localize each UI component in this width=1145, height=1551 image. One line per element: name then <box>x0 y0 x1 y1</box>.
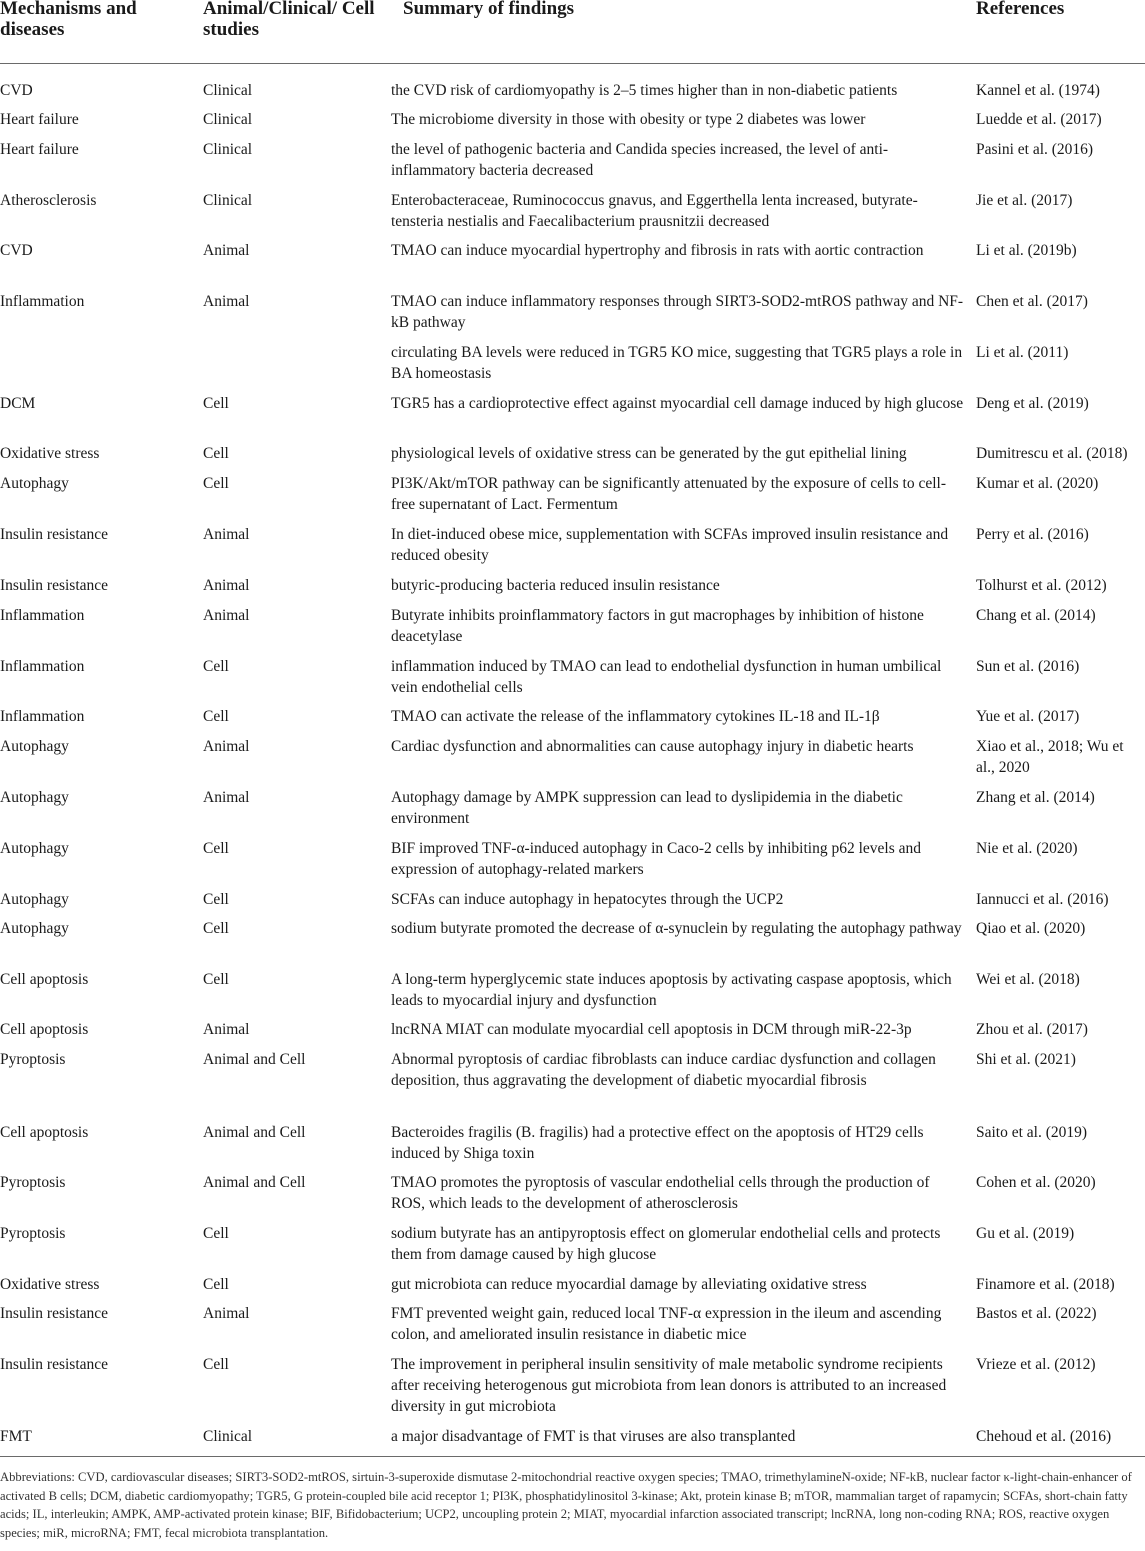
study-type-cell: Animal <box>203 577 250 594</box>
reference-cell: Chehoud et al. (2016) <box>976 1428 1112 1445</box>
study-type-cell: Clinical <box>203 82 253 99</box>
reference-cell: Chen et al. (2017) <box>976 293 1088 310</box>
mechanism-cell: Pyroptosis <box>0 1225 66 1242</box>
finding-cell: Enterobacteraceae, Ruminococcus gnavus, and Eggerthella lenta increased, butyrate-tensteria nestialis and Faecalibacterium prausnitzii decreased <box>391 192 918 230</box>
mechanism-cell: Heart failure <box>0 111 79 128</box>
mechanism-cell: Oxidative stress <box>0 445 100 462</box>
mechanism-cell: Cell apoptosis <box>0 1124 89 1141</box>
study-type-cell: Cell <box>203 658 229 675</box>
reference-cell: Zhang et al. (2014) <box>976 789 1095 806</box>
finding-cell: In diet-induced obese mice, supplementation with SCFAs improved insulin resistance and reduced obesity <box>391 526 949 564</box>
finding-cell: sodium butyrate has an antipyroptosis effect on glomerular endothelial cells and protects them from damage caused by high glucose <box>391 1225 941 1263</box>
reference-cell: Sun et al. (2016) <box>976 658 1080 675</box>
mechanism-cell: CVD <box>0 82 33 99</box>
finding-cell: circulating BA levels were reduced in TGR5 KO mice, suggesting that TGR5 plays a role in BA homeostasis <box>391 344 963 382</box>
reference-cell: Deng et al. (2019) <box>976 395 1089 412</box>
abbreviations-footnote: Abbreviations: CVD, cardiovascular diseases; SIRT3-SOD2-mtROS, sirtuin-3-superoxide dismutase 2-mitochondrial reactive oxygen species; TMAO, trimethylamineN-oxide; NF-kB, nuclear factor κ-light-chain-enhancer of activated B cells; DCM, diabetic cardiomyopathy; TGR5, G protein-coupled bile acid receptor 1; PI3K, phosphatidylinositol 3-kinase; Akt, protein kinase B; mTOR, mammalian target of rapamycin; SCFAs, short-chain fatty acids; IL, interleukin; AMPK, AMP-activated protein kinase; BIF, Bifidobacterium; UCP2, uncoupling protein 2; MIAT, myocardial infarction associated transcript; lncRNA, long non-coding RNA; ROS, reactive oxygen species; miR, microRNA; FMT, fecal microbiota transplantation. <box>0 1470 1132 1540</box>
reference-cell: Cohen et al. (2020) <box>976 1174 1096 1191</box>
study-type-cell: Animal <box>203 1305 250 1322</box>
mechanism-cell: Autophagy <box>0 920 69 937</box>
header-findings: Summary of findings <box>403 0 575 19</box>
mechanism-cell: Inflammation <box>0 658 85 675</box>
mechanism-cell: Autophagy <box>0 475 69 492</box>
finding-cell: The microbiome diversity in those with obesity or type 2 diabetes was lower <box>391 111 866 128</box>
finding-cell: gut microbiota can reduce myocardial damage by alleviating oxidative stress <box>391 1276 867 1293</box>
study-type-cell: Animal <box>203 1021 250 1038</box>
reference-cell: Kumar et al. (2020) <box>976 475 1099 492</box>
reference-cell: Xiao et al., 2018; Wu et al., 2020 <box>976 738 1124 776</box>
mechanism-cell: Insulin resistance <box>0 526 109 543</box>
mechanism-cell: Heart failure <box>0 141 79 158</box>
study-type-cell: Cell <box>203 708 229 725</box>
mechanism-cell: Autophagy <box>0 840 69 857</box>
reference-cell: Chang et al. (2014) <box>976 607 1096 624</box>
reference-cell: Vrieze et al. (2012) <box>976 1356 1096 1373</box>
finding-cell: sodium butyrate promoted the decrease of α-synuclein by regulating the autophagy pathway <box>391 920 962 937</box>
study-type-cell: Cell <box>203 445 229 462</box>
mechanism-cell: Pyroptosis <box>0 1174 66 1191</box>
mechanism-cell: Insulin resistance <box>0 577 109 594</box>
study-type-cell: Animal <box>203 242 250 259</box>
study-type-cell: Cell <box>203 840 229 857</box>
reference-cell: Qiao et al. (2020) <box>976 920 1086 937</box>
bottom-rule <box>0 1456 1145 1457</box>
finding-cell: Abnormal pyroptosis of cardiac fibroblasts can induce cardiac dysfunction and collagen deposition, thus aggravating the development of diabetic myocardial fibrosis <box>391 1051 936 1089</box>
study-type-cell: Cell <box>203 971 229 988</box>
study-type-cell: Cell <box>203 1276 229 1293</box>
header-rule <box>0 63 1145 64</box>
finding-cell: TMAO promotes the pyroptosis of vascular endothelial cells through the production of ROS, which leads to the development of atherosclerosis <box>391 1174 930 1212</box>
finding-cell: Cardiac dysfunction and abnormalities can cause autophagy injury in diabetic hearts <box>391 738 914 755</box>
study-type-cell: Clinical <box>203 192 253 209</box>
finding-cell: the level of pathogenic bacteria and Candida species increased, the level of anti-inflammatory bacteria decreased <box>391 141 889 179</box>
finding-cell: the CVD risk of cardiomyopathy is 2–5 times higher than in non-diabetic patients <box>391 82 898 99</box>
mechanism-cell: Inflammation <box>0 293 85 310</box>
finding-cell: TMAO can induce myocardial hypertrophy and fibrosis in rats with aortic contraction <box>391 242 924 259</box>
study-type-cell: Animal <box>203 607 250 624</box>
mechanism-cell: Insulin resistance <box>0 1356 109 1373</box>
mechanism-cell: Insulin resistance <box>0 1305 109 1322</box>
mechanism-cell: Autophagy <box>0 789 69 806</box>
reference-cell: Wei et al. (2018) <box>976 971 1080 988</box>
study-type-cell: Animal <box>203 293 250 310</box>
finding-cell: physiological levels of oxidative stress can be generated by the gut epithelial lining <box>391 445 907 462</box>
reference-cell: Li et al. (2011) <box>976 344 1069 361</box>
reference-cell: Gu et al. (2019) <box>976 1225 1075 1242</box>
reference-cell: Nie et al. (2020) <box>976 840 1078 857</box>
finding-cell: SCFAs can induce autophagy in hepatocytes through the UCP2 <box>391 891 784 908</box>
mechanism-cell: Autophagy <box>0 891 69 908</box>
study-type-cell: Animal <box>203 526 250 543</box>
mechanism-cell: Oxidative stress <box>0 1276 100 1293</box>
mechanism-cell: Inflammation <box>0 607 85 624</box>
study-type-cell: Clinical <box>203 141 253 158</box>
finding-cell: inflammation induced by TMAO can lead to endothelial dysfunction in human umbilical vein endothelial cells <box>391 658 942 696</box>
study-type-cell: Cell <box>203 1356 229 1373</box>
reference-cell: Pasini et al. (2016) <box>976 141 1094 158</box>
reference-cell: Dumitrescu et al. (2018) <box>976 445 1128 462</box>
study-type-cell: Animal and Cell <box>203 1174 306 1191</box>
mechanism-cell: DCM <box>0 395 36 412</box>
study-type-cell: Clinical <box>203 111 253 128</box>
header-studies: Animal/Clinical/ Cell studies <box>203 0 375 40</box>
study-type-cell: Cell <box>203 395 229 412</box>
finding-cell: Autophagy damage by AMPK suppression can lead to dyslipidemia in the diabetic environment <box>391 789 903 827</box>
finding-cell: FMT prevented weight gain, reduced local TNF-α expression in the ileum and ascending colon, and ameliorated insulin resistance in diabetic mice <box>391 1305 942 1343</box>
study-type-cell: Cell <box>203 920 229 937</box>
mechanism-cell: Autophagy <box>0 738 69 755</box>
reference-cell: Li et al. (2019b) <box>976 242 1077 259</box>
table-header <box>0 0 1145 60</box>
study-type-cell: Cell <box>203 475 229 492</box>
reference-cell: Zhou et al. (2017) <box>976 1021 1088 1038</box>
reference-cell: Saito et al. (2019) <box>976 1124 1088 1141</box>
mechanism-cell: CVD <box>0 242 33 259</box>
header-references: References <box>976 0 1065 19</box>
finding-cell: PI3K/Akt/mTOR pathway can be significantly attenuated by the exposure of cells to cell-free supernatant of Lact. Fermentum <box>391 475 946 513</box>
mechanism-cell: FMT <box>0 1428 32 1445</box>
reference-cell: Tolhurst et al. (2012) <box>976 577 1107 594</box>
study-type-cell: Animal and Cell <box>203 1051 306 1068</box>
finding-cell: a major disadvantage of FMT is that viruses are also transplanted <box>391 1428 796 1445</box>
finding-cell: Butyrate inhibits proinflammatory factors in gut macrophages by inhibition of histone deacetylase <box>391 607 924 645</box>
study-type-cell: Animal and Cell <box>203 1124 306 1141</box>
mechanism-cell: Atherosclerosis <box>0 192 97 209</box>
reference-cell: Iannucci et al. (2016) <box>976 891 1109 908</box>
reference-cell: Kannel et al. (1974) <box>976 82 1100 99</box>
study-type-cell: Clinical <box>203 1428 253 1445</box>
study-type-cell: Cell <box>203 1225 229 1242</box>
reference-cell: Luedde et al. (2017) <box>976 111 1102 128</box>
reference-cell: Shi et al. (2021) <box>976 1051 1076 1068</box>
reference-cell: Jie et al. (2017) <box>976 192 1073 209</box>
finding-cell: butyric-producing bacteria reduced insulin resistance <box>391 577 720 594</box>
mechanism-cell: Cell apoptosis <box>0 971 89 988</box>
finding-cell: TMAO can induce inflammatory responses through SIRT3-SOD2-mtROS pathway and NF-kB pathway <box>391 293 964 331</box>
mechanism-cell: Cell apoptosis <box>0 1021 89 1038</box>
finding-cell: The improvement in peripheral insulin sensitivity of male metabolic syndrome recipients after receiving heterogenous gut microbiota from lean donors is attributed to an increased diversity in gut microbiota <box>391 1356 947 1415</box>
mechanism-cell: Pyroptosis <box>0 1051 66 1068</box>
finding-cell: Bacteroides fragilis (B. fragilis) had a protective effect on the apoptosis of HT29 cells induced by Shiga toxin <box>391 1124 924 1162</box>
reference-cell: Bastos et al. (2022) <box>976 1305 1097 1322</box>
finding-cell: A long-term hyperglycemic state induces apoptosis by activating caspase apoptosis, which leads to myocardial injury and dysfunction <box>391 971 952 1009</box>
reference-cell: Perry et al. (2016) <box>976 526 1089 543</box>
study-type-cell: Cell <box>203 891 229 908</box>
reference-cell: Yue et al. (2017) <box>976 708 1080 725</box>
finding-cell: lncRNA MIAT can modulate myocardial cell apoptosis in DCM through miR-22-3p <box>391 1021 912 1038</box>
header-mechanisms: Mechanisms and diseases <box>0 0 137 40</box>
finding-cell: TMAO can activate the release of the inflammatory cytokines IL-18 and IL-1β <box>391 708 880 725</box>
finding-cell: BIF improved TNF-α-induced autophagy in Caco-2 cells by inhibiting p62 levels and expression of autophagy-related markers <box>391 840 922 878</box>
finding-cell: TGR5 has a cardioprotective effect against myocardial cell damage induced by high glucose <box>391 395 964 412</box>
mechanism-cell: Inflammation <box>0 708 85 725</box>
reference-cell: Finamore et al. (2018) <box>976 1276 1115 1293</box>
study-type-cell: Animal <box>203 789 250 806</box>
study-type-cell: Animal <box>203 738 250 755</box>
